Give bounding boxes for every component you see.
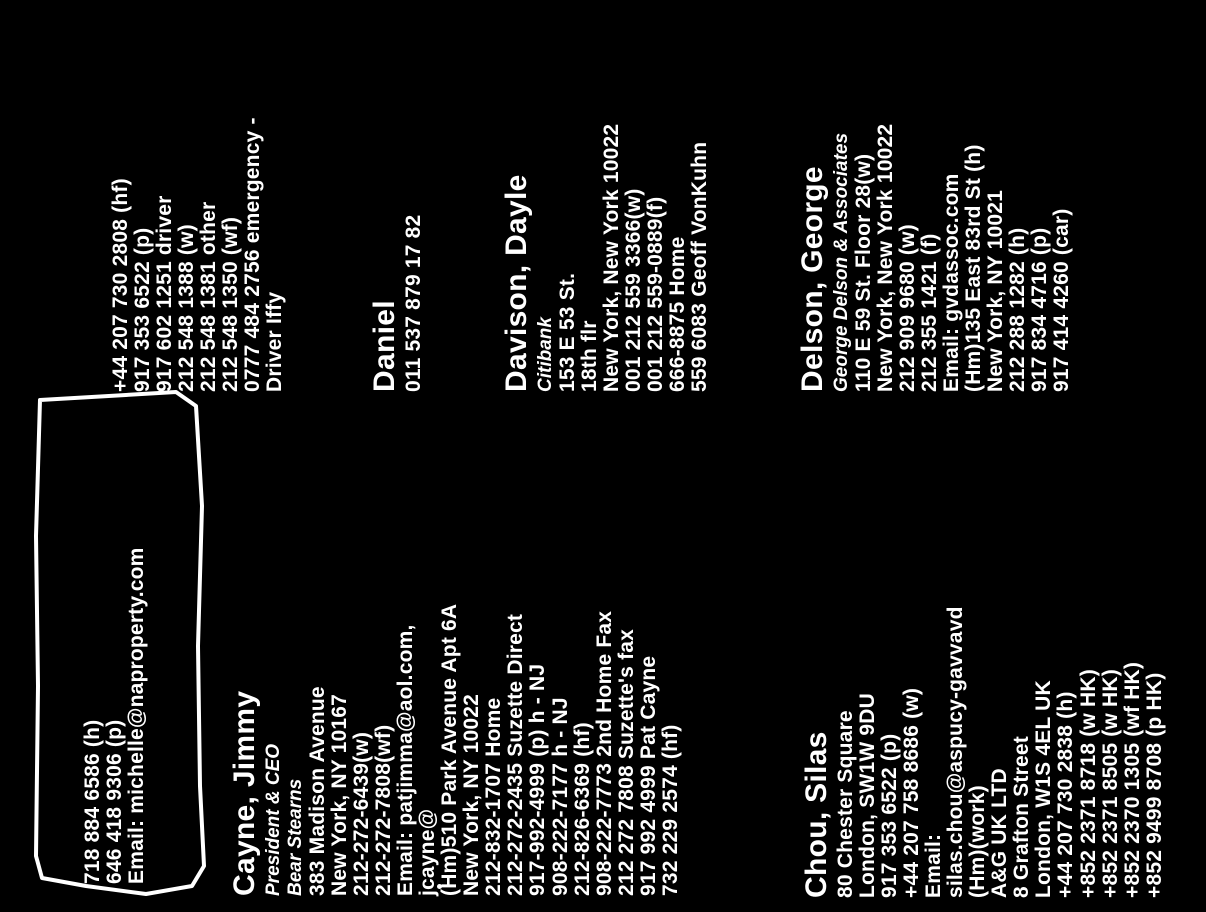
entry-delson-george xyxy=(796,124,1073,392)
entry-line: London, W1S 4EL UK xyxy=(1032,680,1056,898)
entry-michelle xyxy=(82,547,148,884)
entry-line: Email: patjimma@aol.com, xyxy=(394,624,418,896)
entry-line: 383 Madison Avenue xyxy=(306,686,329,896)
entry-line: 917 602 1251 driver xyxy=(153,195,177,392)
entry-line: 110 E 59 St. Floor 28(w) xyxy=(852,153,875,392)
entry-line: 666-8875 Home xyxy=(666,236,690,392)
entry-line: 18th flr xyxy=(578,320,602,392)
entry-line: 917-992-4999 (p) h - NJ xyxy=(526,663,550,896)
entry-line: Email: xyxy=(922,833,946,898)
entry-line: (Hm)510 Park Avenue Apt 6A xyxy=(438,603,462,896)
entry-name: Delson, George xyxy=(796,166,829,392)
entry-cayne-jimmy xyxy=(228,604,682,896)
entry-line: (Hm)135 East 83rd St (h) xyxy=(962,144,986,392)
entry-line: 917 834 4716 (p) xyxy=(1028,227,1052,392)
entry-line: 153 E 53 St. xyxy=(556,272,579,392)
entry-line: 212 548 1350 (wf) xyxy=(219,216,243,392)
entry-line: London, SW1W 9DU xyxy=(856,692,880,898)
entry-name: Davison, Dayle xyxy=(500,174,533,392)
entry-line: 212 548 1381 other xyxy=(197,201,221,392)
entry-line: New York, New York 10022 xyxy=(600,123,624,392)
entry-line: New York, New York 10022 xyxy=(874,123,898,392)
entry-line: 212-272-6439(w) xyxy=(350,731,374,896)
entry-name: Daniel xyxy=(368,300,401,392)
entry-line: 917 992 4999 Pat Cayne xyxy=(636,655,660,896)
entry-line: 559 6083 Geoff VonKuhn xyxy=(688,141,712,392)
entry-name: Cayne, Jimmy xyxy=(228,690,261,896)
entry-unnamed-uk xyxy=(110,117,286,392)
entry-line: 212 909 9680 (w) xyxy=(896,224,920,392)
entry-line: 212 548 1388 (w) xyxy=(175,224,199,392)
entry-line: 646 418 9306 (p) xyxy=(103,719,127,884)
entry-line: New York, NY 10167 xyxy=(328,693,352,896)
entry-line: +852 9499 8708 (p HK) xyxy=(1142,672,1166,898)
entry-line: 011 537 879 17 82 xyxy=(402,214,425,392)
entry-line: New York, NY 10021 xyxy=(984,189,1008,392)
entry-line: New York, NY 10022 xyxy=(460,693,484,896)
entry-line: 0777 484 2756 emergency - xyxy=(241,117,265,392)
entry-chou-silas xyxy=(800,606,1166,898)
entry-line: 917 353 6522 (p) xyxy=(131,227,155,392)
entry-line: +852 2370 1305 (wf HK) xyxy=(1120,661,1144,898)
entry-title: President & CEO xyxy=(263,743,284,896)
entry-line: +44 207 758 8686 (w) xyxy=(900,687,924,898)
entry-line: Email: michelle@naproperty.com xyxy=(125,547,149,884)
entry-line: 212-272-7808(wf) xyxy=(372,724,396,896)
entry-line: 212 355 1421 (f) xyxy=(918,233,942,392)
entry-line: 212-826-6369 (hf) xyxy=(570,722,594,896)
entry-line: 212-272-2435 Suzette Direct xyxy=(504,613,528,896)
entry-davison-dayle xyxy=(500,124,711,392)
entry-company: Citibank xyxy=(535,317,556,392)
entry-line: 001 212 559-0889(f) xyxy=(644,196,668,392)
entry-line: Email: gvdassoc.com xyxy=(940,173,964,392)
entry-line: 001 212 559 3366(w) xyxy=(622,188,646,392)
entry-line: 80 Chester Square xyxy=(834,710,857,898)
entry-line: 212 288 1282 (h) xyxy=(1006,227,1030,392)
entry-line: 917 353 6522 (p) xyxy=(878,733,902,898)
entry-company: Bear Stearns xyxy=(285,778,306,896)
entry-line: +852 2371 8505 (w HK) xyxy=(1098,669,1122,898)
entry-name: Chou, Silas xyxy=(800,731,833,898)
entry-line: +852 2371 8718 (w HK) xyxy=(1076,669,1100,898)
entry-line: (Hm)(work) xyxy=(966,785,990,898)
entry-line: Driver Iffy xyxy=(263,291,287,392)
entry-line: +44 207 730 2808 (hf) xyxy=(109,178,132,392)
entry-line: 732 229 2574 (hf) xyxy=(658,724,682,896)
entry-line: 8 Grafton Street xyxy=(1010,736,1034,898)
entry-line: 212 272 7808 Suzette's fax xyxy=(614,628,638,896)
entry-line: 212-832-1707 Home xyxy=(482,697,506,896)
entry-line: A&G UK LTD xyxy=(988,768,1012,898)
entry-company: George Delson & Associates xyxy=(831,132,852,392)
entry-line: silas.chou@aspucy-gavvavd xyxy=(944,606,968,898)
entry-line: 908-222-7177 h - NJ xyxy=(548,697,572,896)
entry-line: 917 414 4260 (car) xyxy=(1050,208,1074,392)
entry-daniel xyxy=(368,215,425,392)
entry-line: +44 207 730 2838 (h) xyxy=(1054,691,1078,898)
entry-line: 718 884 6586 (h) xyxy=(81,719,104,884)
entry-line: jcayne@ xyxy=(416,808,440,896)
entry-line: 908-222-7773 2nd Home Fax xyxy=(592,610,616,896)
